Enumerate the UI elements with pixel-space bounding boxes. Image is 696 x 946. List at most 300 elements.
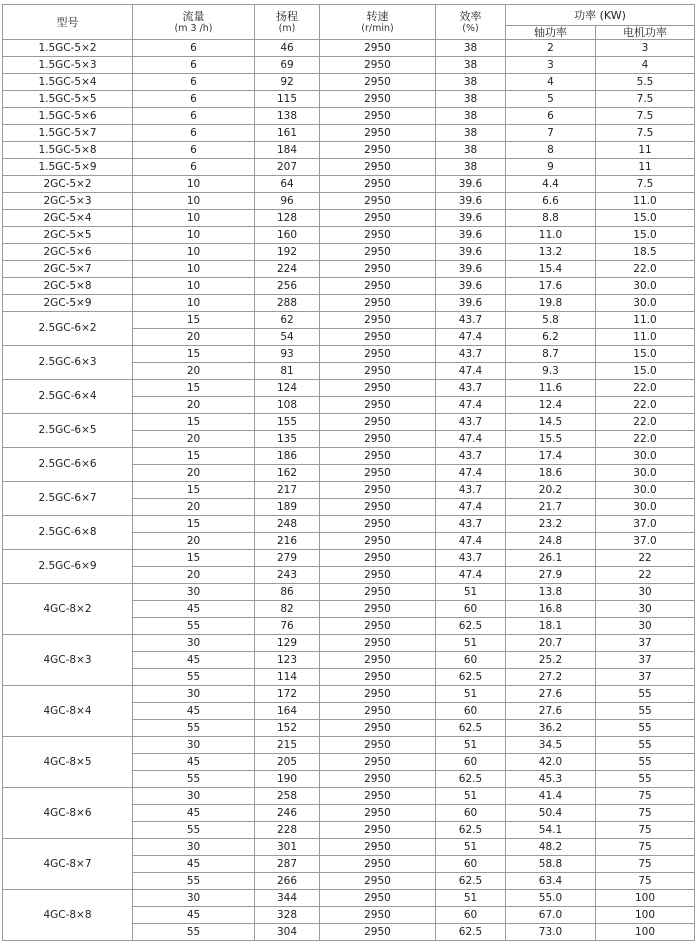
efficiency-cell: 38 bbox=[436, 91, 506, 108]
motor-power-cell: 100 bbox=[596, 907, 695, 924]
speed-cell: 2950 bbox=[320, 703, 436, 720]
speed-cell: 2950 bbox=[320, 329, 436, 346]
speed-cell: 2950 bbox=[320, 499, 436, 516]
shaft-power-cell: 8.7 bbox=[506, 346, 596, 363]
motor-power-cell: 30.0 bbox=[596, 465, 695, 482]
flow-cell: 30 bbox=[133, 584, 255, 601]
model-cell: 2.5GC-6×7 bbox=[3, 482, 133, 516]
efficiency-cell: 38 bbox=[436, 142, 506, 159]
head-cell: 69 bbox=[255, 57, 320, 74]
shaft-power-cell: 19.8 bbox=[506, 295, 596, 312]
flow-cell: 10 bbox=[133, 210, 255, 227]
speed-cell: 2950 bbox=[320, 57, 436, 74]
model-cell: 4GC-8×4 bbox=[3, 686, 133, 737]
head-cell: 96 bbox=[255, 193, 320, 210]
head-cell: 161 bbox=[255, 125, 320, 142]
speed-cell: 2950 bbox=[320, 635, 436, 652]
shaft-power-cell: 45.3 bbox=[506, 771, 596, 788]
speed-cell: 2950 bbox=[320, 720, 436, 737]
efficiency-cell: 51 bbox=[436, 737, 506, 754]
shaft-power-cell: 8 bbox=[506, 142, 596, 159]
head-cell: 115 bbox=[255, 91, 320, 108]
flow-cell: 6 bbox=[133, 57, 255, 74]
head-cell: 128 bbox=[255, 210, 320, 227]
efficiency-header: 效率 (%) bbox=[436, 5, 506, 40]
motor-power-cell: 37.0 bbox=[596, 516, 695, 533]
flow-cell: 15 bbox=[133, 414, 255, 431]
model-cell: 2.5GC-6×6 bbox=[3, 448, 133, 482]
model-cell: 1.5GC-5×9 bbox=[3, 159, 133, 176]
head-cell: 205 bbox=[255, 754, 320, 771]
speed-cell: 2950 bbox=[320, 686, 436, 703]
shaft-power-cell: 73.0 bbox=[506, 924, 596, 941]
model-cell: 1.5GC-5×8 bbox=[3, 142, 133, 159]
efficiency-cell: 60 bbox=[436, 856, 506, 873]
motor-power-cell: 55 bbox=[596, 771, 695, 788]
flow-cell: 30 bbox=[133, 635, 255, 652]
motor-power-cell: 7.5 bbox=[596, 125, 695, 142]
efficiency-cell: 39.6 bbox=[436, 227, 506, 244]
model-cell: 2.5GC-6×3 bbox=[3, 346, 133, 380]
flow-cell: 10 bbox=[133, 244, 255, 261]
shaft-power-cell: 55.0 bbox=[506, 890, 596, 907]
head-cell: 92 bbox=[255, 74, 320, 91]
efficiency-cell: 38 bbox=[436, 108, 506, 125]
table-row bbox=[3, 448, 695, 465]
efficiency-cell: 39.6 bbox=[436, 176, 506, 193]
efficiency-cell: 43.7 bbox=[436, 448, 506, 465]
motor-power-cell: 22.0 bbox=[596, 414, 695, 431]
efficiency-cell: 51 bbox=[436, 635, 506, 652]
efficiency-cell: 60 bbox=[436, 805, 506, 822]
motor-power-cell: 75 bbox=[596, 839, 695, 856]
speed-cell: 2950 bbox=[320, 550, 436, 567]
head-cell: 135 bbox=[255, 431, 320, 448]
efficiency-cell: 47.4 bbox=[436, 397, 506, 414]
motor-power-cell: 4 bbox=[596, 57, 695, 74]
speed-cell: 2950 bbox=[320, 856, 436, 873]
shaft-power-header: 轴功率 bbox=[506, 26, 596, 40]
speed-cell: 2950 bbox=[320, 567, 436, 584]
head-cell: 81 bbox=[255, 363, 320, 380]
speed-cell: 2950 bbox=[320, 788, 436, 805]
model-cell: 1.5GC-5×4 bbox=[3, 74, 133, 91]
table-row bbox=[3, 193, 695, 210]
table-row bbox=[3, 227, 695, 244]
efficiency-cell: 38 bbox=[436, 57, 506, 74]
motor-power-cell: 55 bbox=[596, 720, 695, 737]
table-row bbox=[3, 312, 695, 329]
motor-power-cell: 30.0 bbox=[596, 482, 695, 499]
head-cell: 138 bbox=[255, 108, 320, 125]
table-row bbox=[3, 482, 695, 499]
head-cell: 54 bbox=[255, 329, 320, 346]
efficiency-cell: 43.7 bbox=[436, 312, 506, 329]
model-cell: 2GC-5×3 bbox=[3, 193, 133, 210]
efficiency-cell: 47.4 bbox=[436, 533, 506, 550]
flow-cell: 20 bbox=[133, 465, 255, 482]
efficiency-cell: 38 bbox=[436, 125, 506, 142]
shaft-power-cell: 27.6 bbox=[506, 703, 596, 720]
flow-cell: 20 bbox=[133, 363, 255, 380]
efficiency-cell: 39.6 bbox=[436, 295, 506, 312]
speed-cell: 2950 bbox=[320, 669, 436, 686]
head-cell: 228 bbox=[255, 822, 320, 839]
model-cell: 2.5GC-6×8 bbox=[3, 516, 133, 550]
speed-cell: 2950 bbox=[320, 108, 436, 125]
speed-header: 转速 (r/min) bbox=[320, 5, 436, 40]
shaft-power-cell: 23.2 bbox=[506, 516, 596, 533]
flow-cell: 6 bbox=[133, 159, 255, 176]
efficiency-cell: 62.5 bbox=[436, 669, 506, 686]
head-cell: 172 bbox=[255, 686, 320, 703]
efficiency-cell: 51 bbox=[436, 788, 506, 805]
motor-power-cell: 100 bbox=[596, 924, 695, 941]
head-cell: 192 bbox=[255, 244, 320, 261]
table-row bbox=[3, 414, 695, 431]
flow-cell: 55 bbox=[133, 924, 255, 941]
motor-power-cell: 75 bbox=[596, 788, 695, 805]
motor-power-cell: 22.0 bbox=[596, 431, 695, 448]
head-cell: 207 bbox=[255, 159, 320, 176]
speed-cell: 2950 bbox=[320, 176, 436, 193]
motor-power-cell: 55 bbox=[596, 686, 695, 703]
head-cell: 288 bbox=[255, 295, 320, 312]
head-cell: 64 bbox=[255, 176, 320, 193]
shaft-power-cell: 41.4 bbox=[506, 788, 596, 805]
flow-cell: 30 bbox=[133, 788, 255, 805]
head-header: 扬程 (m) bbox=[255, 5, 320, 40]
speed-cell: 2950 bbox=[320, 91, 436, 108]
head-cell: 124 bbox=[255, 380, 320, 397]
model-cell: 1.5GC-5×5 bbox=[3, 91, 133, 108]
efficiency-cell: 47.4 bbox=[436, 431, 506, 448]
efficiency-cell: 43.7 bbox=[436, 550, 506, 567]
efficiency-cell: 60 bbox=[436, 601, 506, 618]
flow-cell: 55 bbox=[133, 669, 255, 686]
motor-power-cell: 15.0 bbox=[596, 346, 695, 363]
head-cell: 86 bbox=[255, 584, 320, 601]
efficiency-cell: 43.7 bbox=[436, 380, 506, 397]
shaft-power-cell: 13.2 bbox=[506, 244, 596, 261]
motor-power-cell: 15.0 bbox=[596, 210, 695, 227]
table-row bbox=[3, 74, 695, 91]
flow-cell: 55 bbox=[133, 720, 255, 737]
shaft-power-cell: 42.0 bbox=[506, 754, 596, 771]
model-cell: 2.5GC-6×4 bbox=[3, 380, 133, 414]
flow-cell: 20 bbox=[133, 499, 255, 516]
pump-spec-table bbox=[2, 4, 695, 941]
table-row bbox=[3, 550, 695, 567]
efficiency-cell: 47.4 bbox=[436, 567, 506, 584]
head-cell: 162 bbox=[255, 465, 320, 482]
efficiency-cell: 38 bbox=[436, 40, 506, 57]
table-row bbox=[3, 737, 695, 754]
shaft-power-cell: 6 bbox=[506, 108, 596, 125]
motor-power-cell: 11 bbox=[596, 142, 695, 159]
shaft-power-cell: 21.7 bbox=[506, 499, 596, 516]
flow-cell: 6 bbox=[133, 74, 255, 91]
speed-cell: 2950 bbox=[320, 397, 436, 414]
speed-cell: 2950 bbox=[320, 533, 436, 550]
speed-cell: 2950 bbox=[320, 516, 436, 533]
table-row bbox=[3, 91, 695, 108]
table-row bbox=[3, 108, 695, 125]
efficiency-cell: 38 bbox=[436, 159, 506, 176]
motor-power-cell: 30 bbox=[596, 584, 695, 601]
table-row bbox=[3, 890, 695, 907]
efficiency-cell: 60 bbox=[436, 703, 506, 720]
efficiency-cell: 47.4 bbox=[436, 329, 506, 346]
table-row bbox=[3, 244, 695, 261]
model-cell: 1.5GC-5×2 bbox=[3, 40, 133, 57]
shaft-power-cell: 34.5 bbox=[506, 737, 596, 754]
efficiency-cell: 62.5 bbox=[436, 720, 506, 737]
head-cell: 152 bbox=[255, 720, 320, 737]
flow-cell: 55 bbox=[133, 873, 255, 890]
efficiency-cell: 51 bbox=[436, 890, 506, 907]
shaft-power-cell: 50.4 bbox=[506, 805, 596, 822]
motor-power-cell: 30.0 bbox=[596, 448, 695, 465]
flow-header: 流量 (m 3 /h) bbox=[133, 5, 255, 40]
table-row bbox=[3, 210, 695, 227]
table-row bbox=[3, 125, 695, 142]
motor-power-cell: 55 bbox=[596, 737, 695, 754]
flow-cell: 15 bbox=[133, 516, 255, 533]
head-cell: 46 bbox=[255, 40, 320, 57]
head-cell: 108 bbox=[255, 397, 320, 414]
efficiency-cell: 43.7 bbox=[436, 516, 506, 533]
flow-cell: 20 bbox=[133, 567, 255, 584]
motor-power-cell: 22 bbox=[596, 550, 695, 567]
efficiency-cell: 38 bbox=[436, 74, 506, 91]
efficiency-cell: 60 bbox=[436, 907, 506, 924]
speed-cell: 2950 bbox=[320, 312, 436, 329]
shaft-power-cell: 6.6 bbox=[506, 193, 596, 210]
head-cell: 217 bbox=[255, 482, 320, 499]
shaft-power-cell: 3 bbox=[506, 57, 596, 74]
motor-power-cell: 37 bbox=[596, 652, 695, 669]
shaft-power-cell: 13.8 bbox=[506, 584, 596, 601]
speed-cell: 2950 bbox=[320, 601, 436, 618]
model-cell: 1.5GC-5×6 bbox=[3, 108, 133, 125]
efficiency-cell: 43.7 bbox=[436, 414, 506, 431]
efficiency-cell: 47.4 bbox=[436, 499, 506, 516]
head-cell: 123 bbox=[255, 652, 320, 669]
model-cell: 2GC-5×5 bbox=[3, 227, 133, 244]
motor-power-cell: 22.0 bbox=[596, 380, 695, 397]
table-row bbox=[3, 295, 695, 312]
shaft-power-cell: 5 bbox=[506, 91, 596, 108]
flow-cell: 45 bbox=[133, 907, 255, 924]
flow-cell: 20 bbox=[133, 329, 255, 346]
head-cell: 301 bbox=[255, 839, 320, 856]
model-cell: 1.5GC-5×7 bbox=[3, 125, 133, 142]
shaft-power-cell: 20.7 bbox=[506, 635, 596, 652]
model-cell: 2.5GC-6×5 bbox=[3, 414, 133, 448]
head-cell: 184 bbox=[255, 142, 320, 159]
speed-cell: 2950 bbox=[320, 618, 436, 635]
head-cell: 224 bbox=[255, 261, 320, 278]
motor-power-cell: 37 bbox=[596, 669, 695, 686]
model-cell: 4GC-8×3 bbox=[3, 635, 133, 686]
model-cell: 2GC-5×8 bbox=[3, 278, 133, 295]
head-cell: 155 bbox=[255, 414, 320, 431]
flow-cell: 45 bbox=[133, 652, 255, 669]
flow-cell: 15 bbox=[133, 550, 255, 567]
motor-power-cell: 11.0 bbox=[596, 312, 695, 329]
flow-cell: 10 bbox=[133, 227, 255, 244]
efficiency-cell: 51 bbox=[436, 584, 506, 601]
table-row bbox=[3, 686, 695, 703]
flow-cell: 30 bbox=[133, 737, 255, 754]
shaft-power-cell: 27.9 bbox=[506, 567, 596, 584]
speed-cell: 2950 bbox=[320, 890, 436, 907]
head-cell: 93 bbox=[255, 346, 320, 363]
speed-cell: 2950 bbox=[320, 380, 436, 397]
efficiency-cell: 60 bbox=[436, 652, 506, 669]
efficiency-cell: 47.4 bbox=[436, 465, 506, 482]
shaft-power-cell: 54.1 bbox=[506, 822, 596, 839]
head-cell: 129 bbox=[255, 635, 320, 652]
motor-power-cell: 15.0 bbox=[596, 227, 695, 244]
efficiency-cell: 62.5 bbox=[436, 924, 506, 941]
speed-cell: 2950 bbox=[320, 448, 436, 465]
flow-cell: 10 bbox=[133, 193, 255, 210]
flow-cell: 15 bbox=[133, 482, 255, 499]
speed-cell: 2950 bbox=[320, 652, 436, 669]
shaft-power-cell: 26.1 bbox=[506, 550, 596, 567]
model-cell: 2GC-5×9 bbox=[3, 295, 133, 312]
efficiency-cell: 62.5 bbox=[436, 822, 506, 839]
flow-cell: 15 bbox=[133, 380, 255, 397]
table-row bbox=[3, 839, 695, 856]
flow-cell: 20 bbox=[133, 397, 255, 414]
speed-cell: 2950 bbox=[320, 142, 436, 159]
table-row bbox=[3, 584, 695, 601]
speed-cell: 2950 bbox=[320, 737, 436, 754]
motor-power-cell: 22 bbox=[596, 567, 695, 584]
table-row bbox=[3, 516, 695, 533]
head-cell: 190 bbox=[255, 771, 320, 788]
efficiency-cell: 62.5 bbox=[436, 618, 506, 635]
shaft-power-cell: 9 bbox=[506, 159, 596, 176]
flow-cell: 30 bbox=[133, 839, 255, 856]
head-cell: 344 bbox=[255, 890, 320, 907]
head-cell: 164 bbox=[255, 703, 320, 720]
model-cell: 1.5GC-5×3 bbox=[3, 57, 133, 74]
shaft-power-cell: 17.6 bbox=[506, 278, 596, 295]
motor-power-cell: 30.0 bbox=[596, 295, 695, 312]
efficiency-cell: 39.6 bbox=[436, 278, 506, 295]
flow-cell: 45 bbox=[133, 754, 255, 771]
flow-cell: 45 bbox=[133, 805, 255, 822]
flow-cell: 15 bbox=[133, 346, 255, 363]
flow-cell: 45 bbox=[133, 601, 255, 618]
speed-cell: 2950 bbox=[320, 431, 436, 448]
motor-power-cell: 11.0 bbox=[596, 329, 695, 346]
shaft-power-cell: 8.8 bbox=[506, 210, 596, 227]
shaft-power-cell: 14.5 bbox=[506, 414, 596, 431]
head-cell: 76 bbox=[255, 618, 320, 635]
shaft-power-cell: 27.2 bbox=[506, 669, 596, 686]
efficiency-cell: 47.4 bbox=[436, 363, 506, 380]
speed-cell: 2950 bbox=[320, 346, 436, 363]
flow-cell: 15 bbox=[133, 448, 255, 465]
speed-cell: 2950 bbox=[320, 74, 436, 91]
motor-power-cell: 37.0 bbox=[596, 533, 695, 550]
speed-cell: 2950 bbox=[320, 193, 436, 210]
speed-cell: 2950 bbox=[320, 754, 436, 771]
table-row bbox=[3, 278, 695, 295]
model-cell: 2.5GC-6×2 bbox=[3, 312, 133, 346]
efficiency-cell: 60 bbox=[436, 754, 506, 771]
flow-cell: 20 bbox=[133, 431, 255, 448]
speed-cell: 2950 bbox=[320, 414, 436, 431]
flow-cell: 15 bbox=[133, 312, 255, 329]
head-cell: 266 bbox=[255, 873, 320, 890]
efficiency-cell: 43.7 bbox=[436, 482, 506, 499]
shaft-power-cell: 6.2 bbox=[506, 329, 596, 346]
shaft-power-cell: 15.4 bbox=[506, 261, 596, 278]
motor-power-cell: 30.0 bbox=[596, 278, 695, 295]
flow-cell: 6 bbox=[133, 108, 255, 125]
flow-cell: 10 bbox=[133, 278, 255, 295]
efficiency-cell: 39.6 bbox=[436, 193, 506, 210]
flow-cell: 6 bbox=[133, 125, 255, 142]
flow-cell: 6 bbox=[133, 91, 255, 108]
motor-power-cell: 3 bbox=[596, 40, 695, 57]
head-cell: 328 bbox=[255, 907, 320, 924]
flow-cell: 6 bbox=[133, 40, 255, 57]
shaft-power-cell: 63.4 bbox=[506, 873, 596, 890]
motor-power-cell: 7.5 bbox=[596, 91, 695, 108]
table-body bbox=[3, 40, 695, 941]
model-cell: 4GC-8×5 bbox=[3, 737, 133, 788]
head-cell: 82 bbox=[255, 601, 320, 618]
flow-cell: 10 bbox=[133, 295, 255, 312]
shaft-power-cell: 27.6 bbox=[506, 686, 596, 703]
shaft-power-cell: 20.2 bbox=[506, 482, 596, 499]
head-cell: 256 bbox=[255, 278, 320, 295]
motor-power-cell: 75 bbox=[596, 805, 695, 822]
motor-power-cell: 30 bbox=[596, 618, 695, 635]
table-row bbox=[3, 176, 695, 193]
speed-cell: 2950 bbox=[320, 873, 436, 890]
efficiency-cell: 39.6 bbox=[436, 261, 506, 278]
motor-power-cell: 22.0 bbox=[596, 397, 695, 414]
speed-cell: 2950 bbox=[320, 261, 436, 278]
motor-power-cell: 75 bbox=[596, 873, 695, 890]
flow-cell: 30 bbox=[133, 686, 255, 703]
model-cell: 4GC-8×8 bbox=[3, 890, 133, 941]
speed-cell: 2950 bbox=[320, 125, 436, 142]
model-cell: 2GC-5×7 bbox=[3, 261, 133, 278]
motor-power-cell: 100 bbox=[596, 890, 695, 907]
efficiency-cell: 62.5 bbox=[436, 771, 506, 788]
head-cell: 243 bbox=[255, 567, 320, 584]
speed-cell: 2950 bbox=[320, 822, 436, 839]
shaft-power-cell: 5.8 bbox=[506, 312, 596, 329]
table-row bbox=[3, 57, 695, 74]
flow-cell: 45 bbox=[133, 856, 255, 873]
motor-power-cell: 75 bbox=[596, 856, 695, 873]
table-row bbox=[3, 159, 695, 176]
head-cell: 114 bbox=[255, 669, 320, 686]
shaft-power-cell: 16.8 bbox=[506, 601, 596, 618]
motor-power-cell: 75 bbox=[596, 822, 695, 839]
efficiency-cell: 39.6 bbox=[436, 210, 506, 227]
